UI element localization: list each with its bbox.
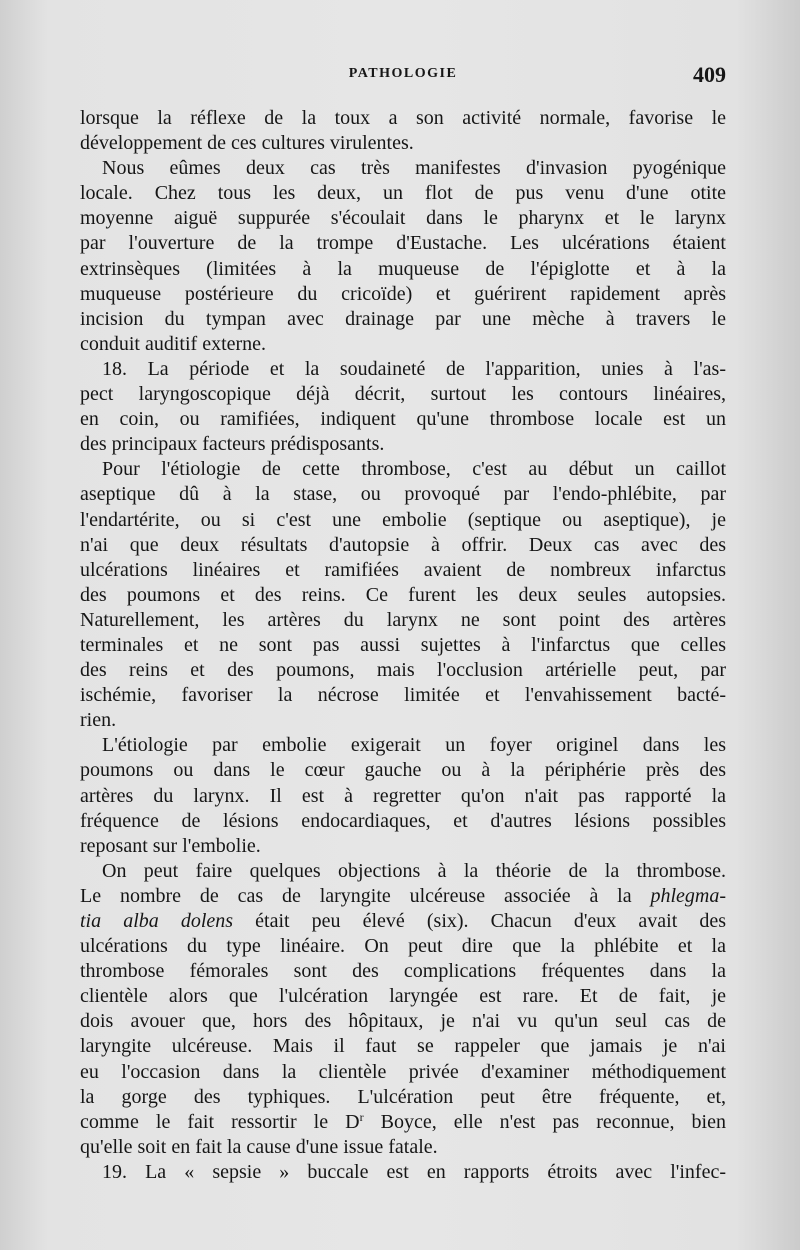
text-line: muqueuse postérieure du cricoïde) et guérirent rapidement après [80, 282, 726, 305]
text-line: extrinsèques (limitées à la muqueuse de l'épiglotte et à la [80, 257, 726, 280]
text-line: laryngite ulcéreuse. Mais il faut se rappeler que jamais je n'ai [80, 1035, 726, 1058]
text-line: poumons ou dans le cœur gauche ou à la périphérie près des [80, 759, 726, 782]
text-line: incision du tympan avec drainage par une mèche à travers le [80, 307, 726, 330]
text-line: l'endartérite, ou si c'est une embolie (septique ou aseptique), je [80, 508, 726, 531]
text-line: fréquence de lésions endocardiaques, et d'autres lésions possibles [80, 809, 726, 832]
section-19-start-line: 19. La « sepsie » buccale est en rapports étroits avec l'infec- [102, 1160, 726, 1183]
paragraph-start-line: Nous eûmes deux cas très manifestes d'invasion pyogénique [102, 157, 726, 180]
text-line: comme le fait ressortir le $D^r$ Boyce, elle n'est pas reconnue, bien [80, 1109, 726, 1133]
text-line: Le nombre de cas de laryngite ulcéreuse associée à la phlegma- [80, 884, 726, 907]
text-line: locale. Chez tous les deux, un flot de pus venu d'une otite [80, 182, 726, 205]
text-line: en coin, ou ramifiées, indiquent qu'une thrombose locale est un [80, 408, 726, 431]
text-line: n'ai que deux résultats d'autopsie à offrir. Deux cas avec des [80, 533, 726, 556]
page-header [80, 62, 726, 92]
text-line: par l'ouverture de la trompe d'Eustache. Les ulcérations étaient [80, 232, 726, 255]
text-line: ulcérations linéaires et ramifiées avaient de nombreux infarctus [80, 558, 726, 581]
text-line: ischémie, favoriser la nécrose limitée et l'envahissement bacté- [80, 684, 726, 707]
text-line: dois avouer que, hors des hôpitaux, je n'ai vu qu'un seul cas de [80, 1010, 726, 1033]
text-line: rien. [80, 709, 117, 732]
text-line: conduit auditif externe. [80, 332, 267, 355]
text-line: reposant sur l'embolie. [80, 834, 261, 857]
text-line: lorsque la réflexe de la toux a son activité normale, favorise le [80, 107, 726, 129]
text-line: pect laryngoscopique déjà décrit, surtout les contours linéaires, [80, 383, 726, 406]
text-line: Naturellement, les artères du larynx ne sont point des artères [80, 608, 726, 631]
text-line: clientèle alors que l'ulcération laryngée est rare. Et de fait, je [80, 985, 726, 1008]
text-line: aseptique dû à la stase, ou provoqué par l'endo-phlébite, par [80, 483, 726, 506]
page-number: 409 [693, 62, 726, 87]
text-line: des poumons et des reins. Ce furent les deux seules autopsies. [80, 583, 726, 606]
text-line: thrombose fémorales sont des complications fréquentes dans la [80, 960, 726, 983]
text-line: artères du larynx. Il est à regretter qu'on n'ait pas rapporté la [80, 784, 726, 807]
text-line: qu'elle soit en fait la cause d'une issue fatale. [80, 1135, 438, 1158]
text-line: tia alba dolens était peu élevé (six). Chacun d'eux avait des [80, 910, 726, 932]
text-line: eu l'occasion dans la clientèle privée d'examiner méthodiquement [80, 1060, 726, 1083]
body-text [80, 106, 726, 1185]
text-line: la gorge des typhiques. L'ulcération peut être fréquente, et, [80, 1085, 726, 1108]
text-line: des reins et des poumons, mais l'occlusion artérielle peut, par [80, 659, 726, 682]
text-line: moyenne aiguë suppurée s'écoulait dans le pharynx et le larynx [80, 207, 726, 230]
text-line: ulcérations du type linéaire. On peut dire que la phlébite et la [80, 935, 726, 958]
paragraph-start-line: Pour l'étiologie de cette thrombose, c'est au début un caillot [102, 458, 726, 481]
text-line: terminales et ne sont pas aussi sujettes à l'infarctus que celles [80, 633, 726, 656]
text-line: des principaux facteurs prédisposants. [80, 433, 385, 456]
section-18-start-line: 18. La période et la soudaineté de l'apparition, unies à l'as- [102, 357, 726, 380]
running-head: PATHOLOGIE [348, 66, 458, 81]
text-line: développement de ces cultures virulentes. [80, 132, 414, 155]
paragraph-start-line: L'étiologie par embolie exigerait un foyer originel dans les [102, 734, 726, 757]
superscript: r [359, 1109, 364, 1124]
paragraph-start-line: On peut faire quelques objections à la théorie de la thrombose. [102, 859, 726, 882]
